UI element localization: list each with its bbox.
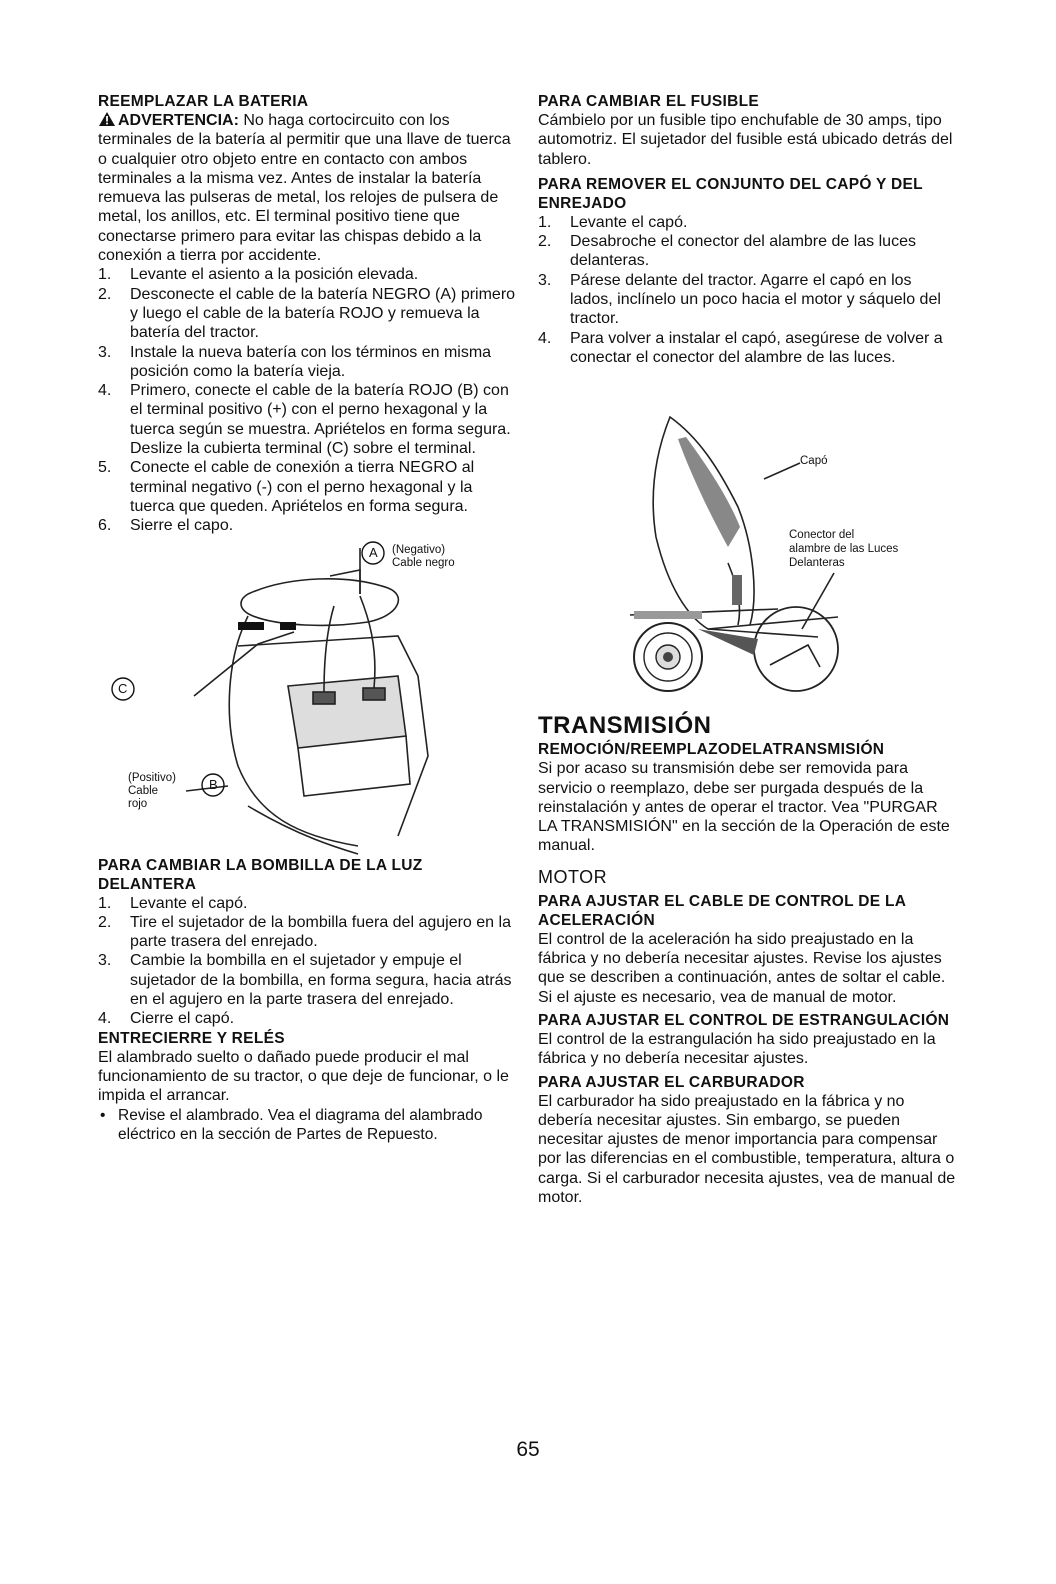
choke-text: El control de la estrangulación ha sido preajustado en la fábrica y no debería necesitar ajustes. xyxy=(538,1030,936,1068)
hood-figure xyxy=(538,367,958,712)
connector-label-2: alambre de las Luces xyxy=(789,543,899,556)
bulb-heading: PARA CAMBIAR LA BOMBILLA DE LA LUZ DELANTERA xyxy=(98,856,423,893)
list-item xyxy=(538,232,958,271)
step-text: Desabroche el conector del alambre de las luces delanteras. xyxy=(570,233,916,270)
list-item xyxy=(538,213,958,232)
list-item xyxy=(538,271,958,329)
bulb-steps xyxy=(98,894,516,1029)
list-item xyxy=(98,458,516,516)
step-number: 3. xyxy=(98,952,112,970)
step-text: Primero, conecte el cable de la batería ROJO (B) con el terminal positivo (+) con el perno hexagonal y la tuerca según se muestra. Apriételos en forma segura. Deslize la cubierta terminal (C) sobre el terminal. xyxy=(130,382,511,458)
list-item xyxy=(98,913,516,952)
step-text: Instale la nueva batería con los términos en misma posición como la batería vieja. xyxy=(130,343,492,380)
transmission-subheading: REMOCIÓN/REEMPLAZODELATRANSMISIÓN xyxy=(538,741,885,759)
step-number: 5. xyxy=(98,459,112,477)
fuse-heading: PARA CAMBIAR EL FUSIBLE xyxy=(538,93,760,110)
list-item xyxy=(538,329,958,368)
step-number: 4. xyxy=(98,382,112,400)
list-item: • Revise el alambrado. Vea el diagrama del alambrado eléctrico en la sección de Partes de Repuesto. xyxy=(98,1106,516,1144)
step-text: Levante el capó. xyxy=(130,894,248,912)
carburetor-text: El carburador ha sido preajustado en la fábrica y no debería necesitar ajustes. Sin embargo, se pueden necesitar ajustes de menor importancia para compensar por las diferencias en el combustible, temperatura, altura o carga. Si el carburador necesita ajustes, vea de manual de motor. xyxy=(538,1092,956,1207)
interlock-text: El alambrado suelto o dañado puede producir el mal funcionamiento de su tractor, o que deje de funcionar, o le impida el arrancar. xyxy=(98,1048,509,1105)
transmission-heading: TRANSMISIÓN xyxy=(538,712,712,740)
step-number: 4. xyxy=(538,329,552,347)
callout-a-text-1: (Negativo) xyxy=(392,543,446,556)
warning-label: ADVERTENCIA: xyxy=(118,112,239,129)
right-column xyxy=(538,92,958,1207)
list-item xyxy=(98,1009,516,1028)
step-number: 4. xyxy=(98,1010,112,1028)
step-text: Tire el sujetador de la bombilla fuera del agujero en la parte trasera del enrejado. xyxy=(130,913,511,951)
step-text: Párese delante del tractor. Agarre el capó en los lados, inclínelo un poco hacia el motor y sáquelo del tractor. xyxy=(570,271,941,328)
step-number: 2. xyxy=(538,233,552,251)
step-number: 6. xyxy=(98,517,112,535)
warning-text: No haga cortocircuito con los terminales de la batería al permitir que una llave de tuerca o cualquier otro objeto entre en contacto con ambos terminales a la misma vez. Antes de instalar la batería remueva las pulseras de metal, los relojes de pulsera de metal, los anillos, etc. El terminal positivo tiene que conectarse primero para evitar las chispas debido a la conexión a tierra por accidente. xyxy=(98,112,511,265)
fuse-text: Cámbielo por un fusible tipo enchufable de 30 amps, tipo automotriz. El sujetador del fusible está ubicado detrás del tablero. xyxy=(538,112,953,168)
list-item xyxy=(98,951,516,1009)
step-text: Para volver a instalar el capó, asegúrese de volver a conectar el conector del alambre de las luces. xyxy=(570,329,943,366)
connector-label-1: Conector del xyxy=(789,529,855,542)
battery-steps xyxy=(98,265,516,535)
list-item xyxy=(98,285,516,343)
page-number: 65 xyxy=(516,1438,540,1461)
choke-heading: PARA AJUSTAR EL CONTROL DE ESTRANGULACIÓN xyxy=(538,1011,950,1029)
callout-b-text-2: Cable xyxy=(128,784,159,797)
hood-heading: PARA REMOVER EL CONJUNTO DEL CAPÓ Y DEL ENREJADO xyxy=(538,175,923,212)
list-item xyxy=(98,894,516,913)
callout-c-letter: C xyxy=(118,680,128,696)
left-column xyxy=(98,92,516,1144)
battery-illustration xyxy=(98,536,516,856)
step-text: Levante el asiento a la posición elevada. xyxy=(130,266,419,284)
step-number: 1. xyxy=(538,213,552,231)
transmission-text: Si por acaso su transmisión debe ser removida para servicio o reemplazo, debe ser purgada después de la reinstalación y antes de operar el tractor. Vea "PURGAR LA TRANSMISIÓN" en la sección de la Operación de este manual. xyxy=(538,760,950,855)
step-text: Cierre el capó. xyxy=(130,1010,235,1028)
motor-heading: MOTOR xyxy=(538,866,608,887)
list-item xyxy=(98,343,516,382)
hood-steps xyxy=(538,213,958,367)
carburetor-heading: PARA AJUSTAR EL CARBURADOR xyxy=(538,1073,805,1091)
callout-b-text-1: (Positivo) xyxy=(128,771,176,784)
hood-label: Capó xyxy=(800,455,828,468)
interlock-heading: ENTRECIERRE Y RELÉS xyxy=(98,1029,285,1047)
callout-a-text-2: Cable negro xyxy=(392,556,455,569)
list-item xyxy=(98,381,516,458)
step-number: 2. xyxy=(98,285,112,303)
battery-heading: REEMPLAZAR LA BATERIA xyxy=(98,93,309,110)
callout-a-letter: A xyxy=(369,544,378,560)
warning-triangle-icon xyxy=(98,111,116,127)
step-number: 1. xyxy=(98,894,112,912)
connector-label-3: Delanteras xyxy=(789,557,845,570)
battery-figure xyxy=(98,536,516,856)
list-item xyxy=(98,516,516,535)
step-text: Levante el capó. xyxy=(570,213,688,231)
callout-b-letter: B xyxy=(209,776,218,792)
step-number: 3. xyxy=(98,343,112,361)
step-number: 3. xyxy=(538,271,552,289)
callout-b-text-3: rojo xyxy=(128,797,148,810)
step-number: 2. xyxy=(98,913,112,931)
step-text: Conecte el cable de conexión a tierra NEGRO al terminal negativo (-) con el perno hexagonal y la tuerca que queden. Apriételos en forma segura. xyxy=(130,459,475,515)
step-number: 1. xyxy=(98,266,112,284)
hood-illustration xyxy=(538,367,958,712)
step-text: Desconecte el cable de la batería NEGRO (A) primero y luego el cable de la batería ROJO y remueva la batería del tractor. xyxy=(130,285,516,342)
throttle-heading: PARA AJUSTAR EL CABLE DE CONTROL DE LA ACELERACIÓN xyxy=(538,892,906,929)
step-text: Sierre el capo. xyxy=(130,517,234,535)
list-item xyxy=(98,265,516,284)
battery-warning xyxy=(98,111,516,265)
step-text: Cambie la bombilla en el sujetador y empuje el sujetador de la bombilla, en forma segura, hacia atrás en el agujero en la parte trasera del enrejado. xyxy=(130,952,512,1009)
throttle-text: El control de la aceleración ha sido preajustado en la fábrica y no debería necesitar ajustes. Revise los ajustes que se describen a continuación, antes de soltar el cable. Si el ajuste es necesario, vea de manual de motor. xyxy=(538,930,946,1006)
interlock-bullets xyxy=(98,1106,516,1144)
